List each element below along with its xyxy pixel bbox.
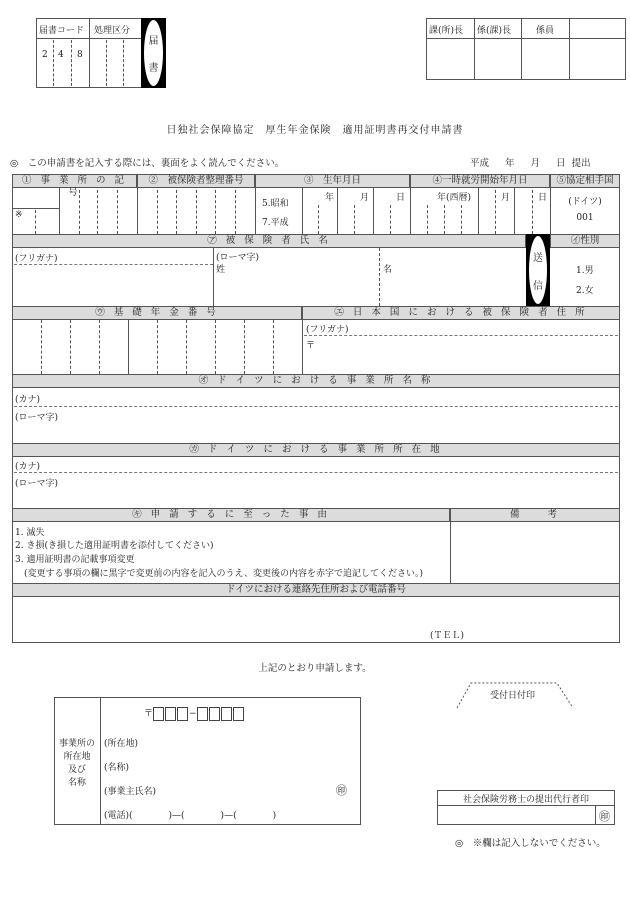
code-digit: 2 [42,50,48,60]
day: 日 [556,158,566,169]
roman-label: (ローマ字) [216,253,260,263]
label-line: 所在地 [63,752,91,762]
divider [379,248,380,306]
postal-mark: 〒 [306,341,316,351]
divider [461,205,462,234]
month: 月 [530,158,541,169]
furigana-label: (フリガナ) [15,254,58,264]
divider [14,264,213,265]
header-reason: ㋖ 申 請 す る に 至 っ た 事 由 [12,508,450,522]
divider [53,40,54,86]
divider [302,188,303,234]
divider [390,205,391,234]
reason-note: (変更する事項の欄に黒字で変更前の内容を記入のうえ、変更後の内容を赤字で追記してください。) [15,569,424,579]
postal-code-boxes[interactable] [144,706,245,721]
approval-col: 係(課)長 [477,26,512,36]
era-heisei[interactable]: 7.平成 [262,218,289,228]
divider [444,205,445,234]
todokesho-oval [141,18,166,88]
divider [354,205,355,234]
divider [12,208,59,209]
header-japan-address: ㋓ 日 本 国 に お け る 被 保 険 者 住 所 [302,306,620,320]
header-insured-number: ② 被保険者整理番号 [137,174,255,188]
header-office-address: ㋕ ド イ ツ に お け る 事 業 所 所 在 地 [12,443,620,457]
birth-year-label: 年 [325,193,335,203]
country-code: 001 [576,213,594,223]
phone-label: (電話)( )—( )—( ) [104,811,277,821]
footnote: ◎ ※欄は記入しないでください。 [455,838,606,849]
divider [304,335,618,336]
approval-col: 課(所)長 [429,26,464,36]
divider [117,190,118,234]
header-office-code: ① 事 業 所 の 記 号 [12,174,137,188]
divider [14,406,618,407]
divider [450,522,451,583]
divider [318,205,319,234]
sex-female[interactable]: 2.女 [576,286,594,296]
notice: ◎ この申請書を記入する際には、裏面をよく読んでください。 [10,158,285,169]
divider [137,188,138,234]
tel-label: (ＴＥＬ) [430,631,465,641]
birth-month-label: 月 [360,193,370,203]
divider [59,188,60,234]
header-birthdate: ③ 生年月日 [255,174,410,188]
divider [176,190,177,234]
start-day-label: 日 [538,193,548,203]
given-name-label: 名 [383,265,393,275]
divider [235,190,236,234]
divider [595,805,596,825]
header-pension-number: ㋒ 基 礎 年 金 番 号 [12,306,302,320]
country-name: (ドイツ) [568,197,602,207]
divider [244,320,245,374]
soushin-oval [526,234,550,306]
seal-icon: ㊞ [599,810,610,823]
era: 平成 [470,158,490,169]
oval-char: 信 [533,280,543,292]
divider [569,18,570,80]
divider [14,472,618,473]
header-germany-contact: ドイツにおける連絡先住所および電話番号 [12,583,620,597]
divider [532,190,533,234]
era-showa[interactable]: 5.昭和 [262,199,289,209]
divider [521,18,522,80]
divider [71,40,72,86]
roman-label: (ローマ字) [15,413,59,423]
divider [157,320,158,374]
header-insured-name: ㋐ 被 保 険 者 氏 名 [12,234,526,248]
code-digit: 8 [77,50,83,60]
code-label: 届書コード [39,26,85,36]
page-title: 日独社会保障協定 厚生年金保険 適用証明書再交付申請書 [166,125,464,136]
kana-label: (カナ) [15,395,41,405]
divider [89,18,90,88]
start-year-label: 年(西暦) [437,193,472,203]
divider [215,190,216,234]
divider [495,190,496,234]
name-label: (名称) [104,763,130,773]
roman-label: (ローマ字) [15,479,59,489]
reason-item[interactable]: 3. 適用証明書の記載事項変更 [15,555,135,565]
divider [514,188,515,234]
postal-mark: 〒 [144,709,154,719]
divider [157,190,158,234]
divider [128,320,129,374]
divider [79,190,80,234]
proc-label: 処理区分 [94,26,131,36]
reason-item[interactable]: 1. 滅失 [15,528,45,538]
reason-item[interactable]: 2. き損(き損した適用証明書を添付してください) [15,541,214,551]
start-month-label: 月 [501,193,511,203]
divider [213,248,214,306]
furigana-label: (フリガナ) [306,325,349,335]
divider [337,188,338,234]
header-office-name: ㋔ ド イ ツ に お け る 事 業 所 名 称 [12,374,620,388]
oval-char: 送 [533,252,543,264]
divider [196,190,197,234]
declaration: 上記のとおり申請します。 [258,663,372,674]
divider [41,320,42,374]
oval-char: 届 [148,36,159,47]
year: 年 [505,158,515,169]
seal-icon: ㊞ [336,784,347,797]
divider [35,210,36,234]
divider [99,320,100,374]
code-digit: 4 [58,50,64,60]
submit-label: 提出 [571,158,591,169]
label-line: 事業所の [58,739,95,749]
divider [255,188,256,234]
surname-label: 姓 [216,265,226,275]
divider [410,188,411,234]
divider [437,805,615,806]
header-remarks: 備 考 [450,508,620,522]
address-label: (所在地) [104,739,139,749]
birth-day-label: 日 [396,193,406,203]
approval-col: 係員 [536,26,555,36]
receipt-stamp-label: 受付日付印 [490,691,536,701]
divider [427,205,428,234]
applicant-side-label [54,738,100,790]
divider [70,320,71,374]
office-mark: ※ [15,210,23,220]
postal-dash: − [189,709,197,719]
divider [302,320,303,374]
divider [273,320,274,374]
divider [97,190,98,234]
label-line: 及び [67,765,86,775]
divider [215,320,216,374]
divider [186,320,187,374]
submit-date [470,155,591,169]
header-start-date: ④一時就労開始年月日 [410,174,550,188]
divider [106,40,107,86]
divider [426,38,626,39]
header-partner-country: ⑤協定相手国 [550,174,620,188]
divider [373,188,374,234]
label-line: 名称 [67,778,86,788]
header-sex: ㋑性別 [550,234,620,248]
kana-label: (カナ) [15,462,41,472]
oval-char: 書 [148,63,159,74]
divider [100,697,101,825]
owner-label: (事業主氏名) [104,787,157,797]
divider [474,18,475,80]
agent-header: 社会保険労務士の提出代行者印 [462,795,589,805]
divider [123,40,124,86]
sex-male[interactable]: 1.男 [576,266,594,276]
divider [478,188,479,234]
